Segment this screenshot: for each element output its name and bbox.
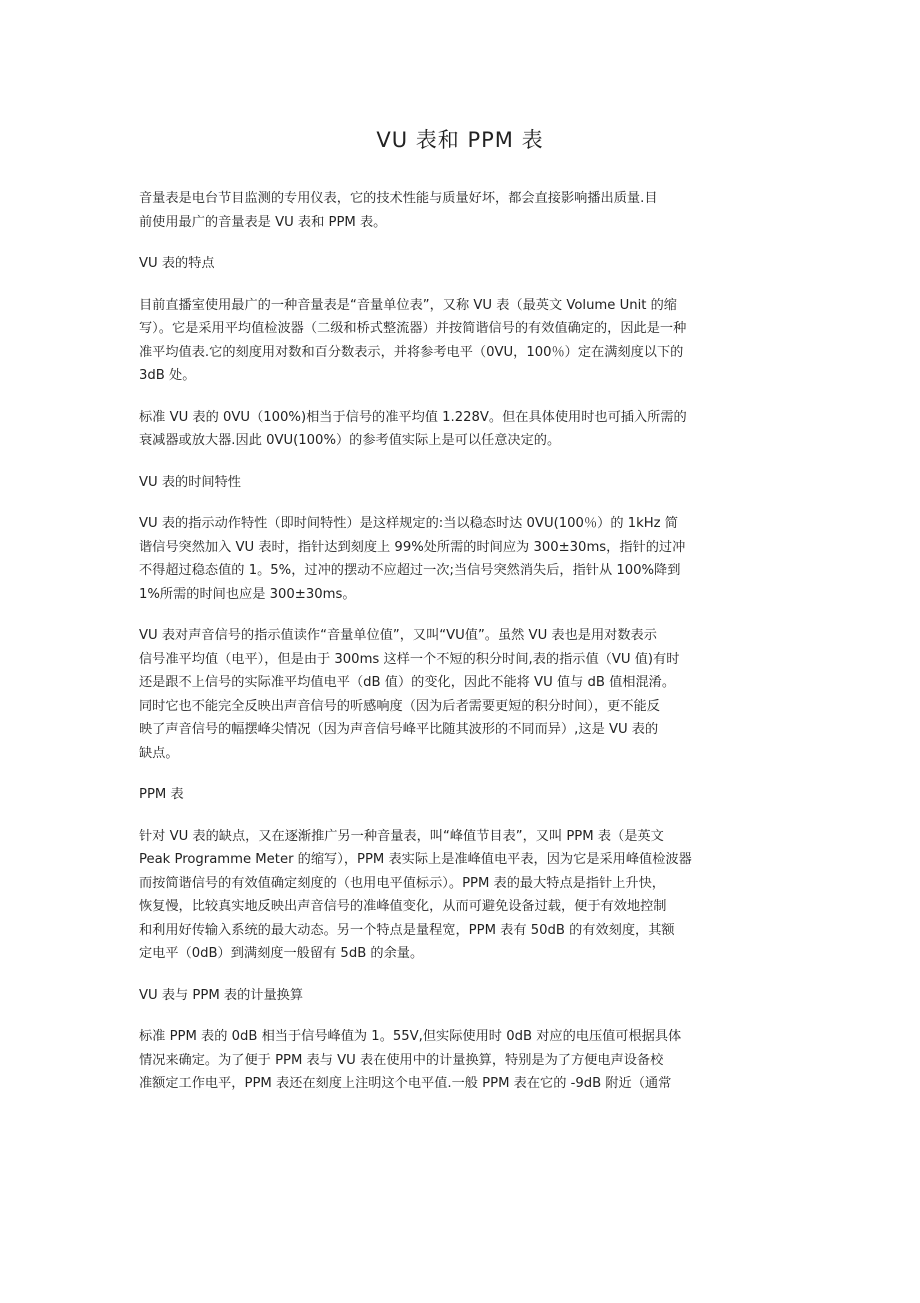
paragraph — [139, 294, 781, 388]
paragraph — [139, 512, 781, 606]
paragraph-line: 映了声音信号的幅摆峰尖情况（因为声音信号峰平比随其波形的不同而异）,这是 VU 表的 — [139, 722, 659, 737]
paragraph-line: 标准 PPM 表的 0dB 相当于信号峰值为 1。55V,但实际使用时 0dB 对应的电压值可根据具体 — [139, 1029, 682, 1044]
paragraph-line: 标准 VU 表的 0VU（100%)相当于信号的准平均值 1.228V。但在具体使用时也可插入所需的 — [139, 409, 687, 425]
section-heading: VU 表的时间特性 — [139, 474, 241, 490]
paragraph-line: 同时它也不能完全反映出声音信号的听感响度（因为后者需要更短的积分时间），更不能反 — [139, 698, 660, 714]
paragraph-line: 准额定工作电平，PPM 表还在刻度上注明这个电平值.一般 PPM 表在它的 -9dB 附近（通常 — [139, 1076, 672, 1091]
paragraph-line: 前使用最广的音量表是 VU 表和 PPM 表。 — [139, 214, 387, 230]
paragraph-line: 准平均值表.它的刻度用对数和百分数表示，并将参考电平（0VU，100％）定在满刻度以下的 — [139, 344, 684, 360]
paragraph — [139, 406, 781, 453]
paragraph-line: 还是跟不上信号的实际准平均值电平（dB 值）的变化，因此不能将 VU 值与 dB 值相混淆。 — [139, 675, 676, 690]
paragraph — [139, 1025, 781, 1096]
paragraph-line: 情况来确定。为了便于 PPM 表与 VU 表在使用中的计量换算，特别是为了方便电声设备校 — [139, 1052, 664, 1068]
paragraph-line: 3dB 处。 — [139, 368, 196, 383]
paragraph-line: 而按简谐信号的有效值确定刻度的（也用电平值标示）。PPM 表的最大特点是指针上升快， — [139, 875, 665, 891]
paragraph-line: VU 表对声音信号的指示值读作“音量单位值”，又叫“VU值”。虽然 VU 表也是用对数表示 — [139, 628, 657, 643]
paragraph — [139, 624, 781, 765]
paragraph-line: 衰减器或放大器.因此 0VU(100%）的参考值实际上是可以任意决定的。 — [139, 433, 561, 448]
paragraph-line: 写）。它是采用平均值检波器（二级和桥式整流器）并按简谐信号的有效值确定的，因此是一种 — [139, 321, 687, 336]
paragraph-line: 定电平（0dB）到满刻度一般留有 5dB 的余量。 — [139, 946, 424, 961]
paragraph-line: 音量表是电台节目监测的专用仪表，它的技术性能与质量好坏，都会直接影响播出质量.目 — [139, 191, 658, 206]
paragraph-line: 谐信号突然加入 VU 表时，指针达到刻度上 99%处所需的时间应为 300±30ms，指针的过冲 — [139, 539, 686, 555]
paragraph — [139, 187, 781, 234]
paragraph-line: 目前直播室使用最广的一种音量表是“音量单位表”，又称 VU 表（最英文 Volume Unit 的缩 — [139, 297, 677, 313]
paragraph-line: 缺点。 — [139, 745, 179, 761]
paragraph-line: 不得超过稳态值的 1。5%，过冲的摆动不应超过一次;当信号突然消失后，指针从 100%降到 — [139, 563, 681, 578]
paragraph-line: VU 表的指示动作特性（即时间特性）是这样规定的:当以稳态时达 0VU(100％）的 1kHz 简 — [139, 516, 678, 531]
paragraph-line: Peak Programme Meter 的缩写），PPM 表实际上是准峰值电平表，因为它是采用峰值检波器 — [139, 852, 692, 867]
page-title: VU 表和 PPM 表 — [376, 128, 544, 152]
paragraph-line: 和利用好传输入系统的最大动态。另一个特点是量程宽，PPM 表有 50dB 的有效刻度，其额 — [139, 922, 675, 938]
paragraph-line: 恢复慢，比较真实地反映出声音信号的准峰值变化，从而可避免设备过载，便于有效地控制 — [139, 899, 667, 914]
paragraph-line: 针对 VU 表的缺点，又在逐渐推广另一种音量表，叫“峰值节目表”，又叫 PPM 表（是英文 — [139, 828, 664, 844]
section-heading: PPM 表 — [139, 787, 184, 802]
section-heading: VU 表与 PPM 表的计量换算 — [139, 987, 304, 1003]
paragraph-line: 信号准平均值（电平），但是由于 300ms 这样一个不短的积分时间,表的指示值（VU 值)有时 — [139, 651, 680, 667]
section-heading: VU 表的特点 — [139, 256, 215, 271]
paragraph — [139, 825, 781, 966]
paragraph-line: 1%所需的时间也应是 300±30ms。 — [139, 586, 356, 602]
document-body — [139, 187, 781, 1114]
